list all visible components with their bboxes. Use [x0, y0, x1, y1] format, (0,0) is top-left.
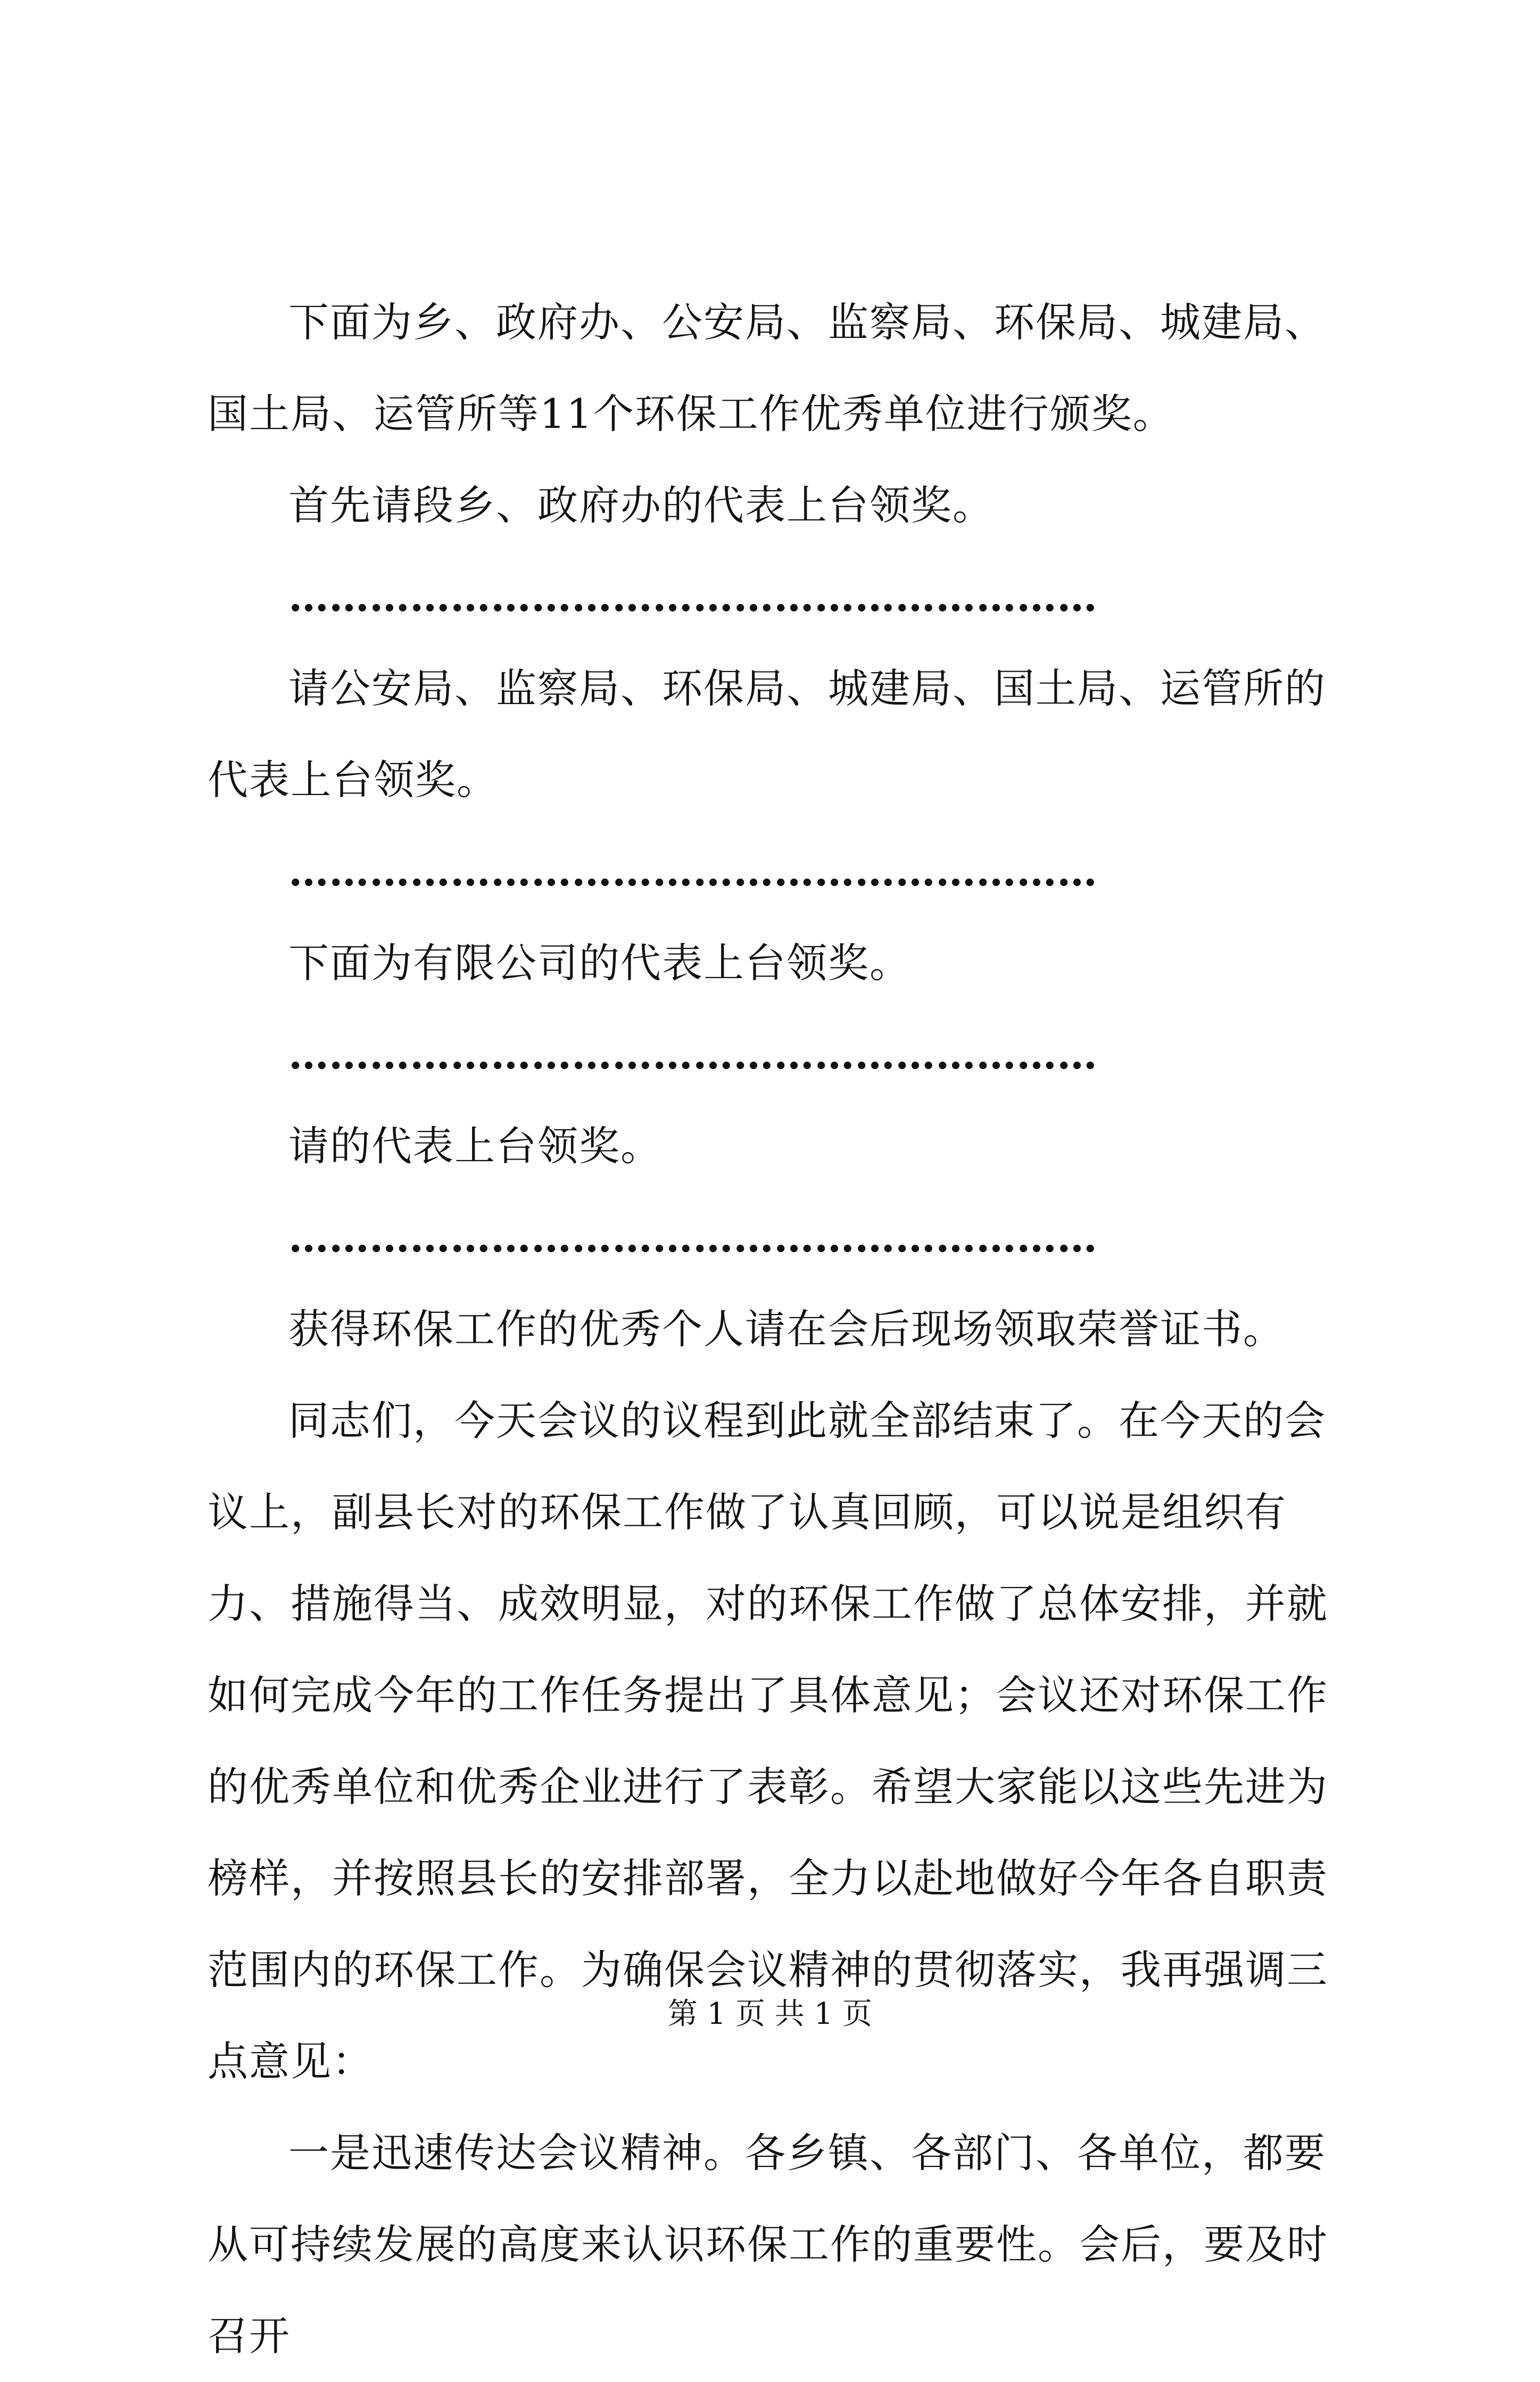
paragraph-individual-award: 获得环保工作的优秀个人请在会后现场领取荣誉证书。: [288, 1305, 1285, 1353]
ellipsis-separator: ……………………………………………………: [288, 1031, 1097, 1078]
paragraph-second-award: 请公安局、监察局、环保局、城建局、国土局、运管所的代表上台领奖。: [208, 665, 1326, 804]
document-body: [208, 277, 1352, 2382]
ellipsis-separator: ……………………………………………………: [288, 1214, 1097, 1261]
paragraph-award-units: 下面为乡、政府办、公安局、监察局、环保局、城建局、国土局、运管所等11个环保工作优秀单位进行颁奖。: [208, 299, 1326, 437]
page-footer: 第 1 页 共 1 页: [667, 1997, 873, 2031]
paragraph-point-one: 一是迅速传达会议精神。各乡镇、各部门、各单位，都要从可持续发展的高度来认识环保工作的重要性。会后，要及时召开: [208, 2129, 1328, 2360]
paragraph-company-award: 下面为有限公司的代表上台领奖。: [288, 939, 911, 987]
paragraph-closing-remarks: 同志们，今天会议的议程到此就全部结束了。在今天的会议上，副县长对的环保工作做了认真回顾，可以说是组织有力、措施得当、成效明显，对的环保工作做了总体安排，并就如何完成今年的工作任务提出了具体意见；会议还对环保工作的优秀单位和优秀企业进行了表彰。希望大家能以这些先进为榜样，并按照县长的安排部署，全力以赴地做好今年各自职责范围内的环保工作。为确保会议精神的贯彻落实，我再强调三点意见：: [208, 1397, 1328, 2085]
paragraph-first-award: 首先请段乡、政府办的代表上台领奖。: [288, 482, 994, 529]
paragraph-representative-award: 请的代表上台领奖。: [288, 1122, 662, 1170]
ellipsis-separator: ……………………………………………………: [288, 573, 1097, 621]
ellipsis-separator: ……………………………………………………: [288, 848, 1097, 895]
